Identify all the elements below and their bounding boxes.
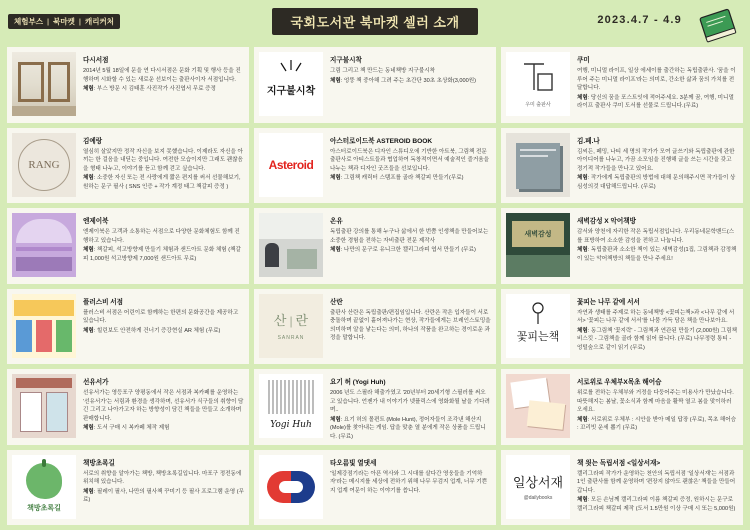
seller-name: 타오름빛 열댓세	[330, 459, 377, 467]
seller-card	[254, 289, 496, 365]
seller-name: 책 읫는 독립서점 <일상서재>	[577, 459, 661, 467]
flower-logo-text: 꽃피는책	[516, 329, 560, 343]
seller-photo-kimpena	[506, 133, 570, 197]
seller-desc: '일제강점기라는 아픈 역사와 그 시대를 살다간 영웅들을 기억하자'라는 메시지를 세상에 전하기 위해 나무 무검지 업계, 너무 기쁜지 업계 여문이 하는 이야기를 씁니다.	[330, 470, 488, 494]
seller-name: 플러스비 서점	[83, 298, 124, 306]
seller-photo-seoro	[506, 374, 570, 438]
sanran-logo-kr: 산 | 란	[273, 313, 309, 328]
seller-program: 체험: 소중한 자신 또는 전 사랑에게 짧은 편지를 써서 선물해보기, 원하는 문구 필사 ( SNS 인증 + 작가 계정 태그 책갈피 증정 )	[83, 175, 241, 190]
seller-card	[7, 208, 249, 284]
seller-photo-saebyeok	[506, 213, 570, 277]
chorok-logo-text: 책방초록길	[27, 504, 61, 512]
seller-name: 다시서점	[83, 57, 109, 64]
ilsang-handle-text: @dailybooks	[523, 495, 553, 501]
sanran-logo-en: SANRAN	[277, 335, 305, 341]
seller-desc: 선유서가는 영등포구 양평동에서 작은 서점과 복카페를 운영하는 '선유서가'는 서림과 환경을 생각하며, 선유서가 식구들의 취향이 담긴 그리고 나아가고자 하는 방향성이 담긴 책들을 만들고 소개하며 판매합니다.	[83, 390, 244, 422]
seller-card	[254, 369, 496, 445]
seller-name: 쿠미	[577, 57, 590, 64]
seller-desc: 독립출판 강의를 통해 누구나 삶에서 한 번쯤 인생책을 만들어보는 소중한 경험을 전하는 자비출판 전문 제작사	[330, 229, 489, 244]
seller-photo-plusb	[12, 294, 76, 358]
seller-photo-njbook	[12, 213, 76, 277]
seller-program: 체험: 요기 허의 몰편트 (Mole Hunt), 정어자들이 조각낸 해산지(Mole)를 찾아내는 게임. 답을 맞춘 열 분에게 작은 상품을 드립니다. (무료)	[330, 416, 486, 440]
seller-logo-sanran	[259, 294, 323, 358]
category-tags: 체험부스 | 북마켓 | 캐리커처	[8, 14, 120, 29]
seller-card	[7, 128, 249, 204]
saebyeok-sign-text: 새벽감성	[524, 231, 552, 238]
seller-desc: 2006 년도 스필라 해출가였고 '20년부터 20세기형 스필러를 써오고 있습니다. 언젠가 내 이야기가 넷플릭스에 영화화될 날을 기다려며..	[330, 390, 490, 414]
seller-desc: 엔제이북은 고객과 소통하는 서점으로 다양한 문화체험도 함께 진행하고 있습니다.	[83, 229, 240, 244]
seller-name: 엔제이북	[83, 218, 109, 225]
seller-desc: 플러스비 서점은 어린이로 함께하는 한편의 문화공간을 제공하고 있습니다.	[83, 309, 239, 325]
seller-name: 새벽감성 X 악어책방	[577, 218, 637, 225]
seller-card	[254, 47, 496, 123]
seller-logo-kumi	[506, 52, 570, 116]
seller-name: 지구불시착	[330, 57, 362, 64]
seller-program: 체험: 도서 구매 시 복카페 체작 제험	[83, 425, 170, 432]
rang-logo-text: RANG	[28, 158, 60, 171]
seller-name: 책방초록길	[83, 459, 115, 467]
seller-desc: 열심히 살았지만 정작 자신을 보지 못했습니다. 이제라도 자신을 아끼는 한 걸음을 내딛는 중입니다. 여전한 모습이지만 그래도 괜찮음을 형태 나누고, 이야기를 듣고 함께 걷고 싶습니다.	[83, 148, 243, 172]
seller-program: 체험: 서로위로 우체부 : 시안을 받아 메일 답장 (무료), 목초 해어슴 : 꼬리빗 운세 뽑기 (무료)	[577, 416, 737, 432]
asteroid-logo-text: Asteroid	[268, 157, 314, 172]
seller-program: 체험: 힐린보도 안전하게 건너기 증강현실 AR 체험 (무료)	[83, 327, 221, 334]
seller-program: 체험: 엉뚱 책 중아해 그려 주는 초간단 30초 초상화(3,000원)	[330, 77, 477, 84]
seller-program: 체험: 당신의 꿈을 포스트잇에 적어주세요. 3분께 꿈, 여행, 미니멀 라이프 출판사 쿠미 도서를 선물로 드립니다.(무료)	[577, 94, 734, 110]
seller-desc: 위로를 전하는 우체부와 거정을 다둥어주는 미용사가 만났습니다. 따뜻해지는 봄날, 꽃소식과 함께 마음을 활짝 열고 봄을 맞이하러 오세요.	[577, 390, 734, 414]
seller-desc: 아스터로이드북은 디자인 스튜디오에 기반한 아트북, 그림책 전문 출판사로 아티스트들과 협업하여 독창적이면서 예술적인 즐거움을 나누는 책과 디자인 굿즈들을 선보입니다.	[330, 148, 490, 172]
jigu-logo-text: 지구불시착	[266, 86, 316, 97]
seller-photo-onyu	[259, 213, 323, 277]
seller-desc: 여행, 미니멀 라이프, 일상 에세이를 출간하는 독립출판사. '꿈을 이루어 주는 미니멀 라이프'라는 의미로, 간소한 삶과 꿈의 가치를 전달합니다.	[577, 68, 736, 92]
event-date: 2023.4.7 - 4.9	[597, 14, 682, 26]
seller-logo-chorok	[12, 455, 76, 519]
ilsang-logo-text: 일상서재	[512, 476, 564, 491]
seller-desc: 자연과 생태를 주제로 하는 동네책방 <꽃피는책>과 <나무 같에 서서> '꽃피는 나무 같에 서서'를 나뭄 가득 담은 책을 만나보아요.	[577, 309, 735, 325]
seller-name: 서로위로 우체부X목초 해어슴	[577, 379, 662, 386]
seller-card	[7, 450, 249, 526]
seller-name: 요기 허 (Yogi Huh)	[330, 379, 386, 386]
seller-logo-yogi	[259, 374, 323, 438]
page-title: 국회도서관 북마켓 셀러 소개	[272, 8, 477, 35]
seller-name: 김예랑	[83, 137, 103, 145]
seller-logo-jigu	[259, 52, 323, 116]
seller-name: 온유	[330, 218, 343, 225]
seller-card	[501, 450, 743, 526]
seller-card	[501, 128, 743, 204]
seller-desc: 그림 그리고 책 만드는 동네책방 지구불시착	[330, 68, 436, 74]
tag-caricature: 캐리커처	[84, 17, 114, 26]
seller-logo-ilsang	[506, 455, 570, 519]
tag-booth: 체험부스	[14, 17, 43, 26]
seller-photo-dasi	[12, 52, 76, 116]
seller-program: 체험: 책갈피, 석고방향제 만들기 체험과 샌드아트 문화 체험 (책갈피 1,000원 석고방향제 7,000원 샌드아트 무료)	[83, 247, 241, 262]
seller-program: 체험: 동그림책 '꽃지락' - 그림책과 연관된 만들기 (2,000원) 그림책 비스킷 - 그림책을 골라 함께 읽어 봅니다. (무료) 나무정령 통티 - 엉털숲으로 같이 읽기 (무료)	[577, 327, 737, 351]
seller-card	[7, 47, 249, 123]
seller-desc: 김씨든, 페밍, 나티 세 명의 작가가 모여 글쓰기와 독립출판에 관한 아이디어를 나누고, 가끔 소모임을 진행해 글을 쓰는 시간을 갖고 정기적 작가들을 만나고 있어요.	[577, 148, 735, 172]
seller-name: 꽃피는 나무 같에 서서	[577, 298, 640, 306]
seller-photo-taoreum	[259, 455, 323, 519]
yogi-logo-text: Yogi Huh	[270, 420, 312, 430]
seller-program: 체험: 모든 손님께 캘리그라피 이름 책갈피 증정, 원하시는 문구로 캘리그라피 책갈피 제작 (도서 1.5만원 이상 구매 시 또는 5,000원)	[577, 497, 736, 512]
seller-name: 아스터로이드북 ASTEROID BOOK	[330, 137, 433, 145]
seller-card	[501, 289, 743, 365]
seller-name: 선유서가	[83, 379, 109, 386]
seller-logo-flower	[506, 294, 570, 358]
kumi-publisher-text: 우미 출판사	[525, 102, 551, 108]
seller-card	[7, 289, 249, 365]
seller-desc: 출판사 산란은 독립출판/편집임입니다. 산란은 작은 입자들이 서로 충돌하며 끝없이 흩어져나가는 현상, 작가들에게는 브레인스토밍을 의미하며 알을 낳는다는 의미, 하나의 작품을 완고하는 경이로운 과정을 말합니다.	[330, 309, 491, 342]
seller-program: 체험: 필레이 필사, 나만의 필사책 꾸미기 등 필사 프로그램 운영 (무료)	[83, 488, 244, 504]
seller-desc: 캘리그라피 작가가 운영하는 천안의 독립서점 '일상서재'는 서점과 1인 출판사를 함께 운영하며 '편장지 않아도 괜찮은' 책들을 만들어갑니다.	[577, 470, 736, 494]
seller-program: 체험: 나만의 문구로 유니크한 캘리그라피 엽서 만들기 (무료)	[330, 247, 476, 254]
seller-card	[501, 208, 743, 284]
seller-program: 체험: 독립출판과 소소한 책이 있는 새벽감성(1집, 그림책과 감정책이 있는 악어책방의 책들을 만나 주세요!	[577, 247, 737, 262]
seller-card	[254, 208, 496, 284]
seller-photo-seonyu	[12, 374, 76, 438]
tag-bookmarket: 북마켓	[53, 17, 75, 26]
seller-card	[501, 369, 743, 445]
seller-card	[7, 369, 249, 445]
seller-program: 체험: 부스 방문 시 김태훈 사진작가 사진엽서 무료 증정	[83, 86, 216, 93]
seller-name: 김.페.나	[577, 137, 600, 145]
seller-logo-rang	[12, 133, 76, 197]
seller-card	[254, 128, 496, 204]
seller-program: 체험: 그림책 캐릭터 스탬프를 골라 책갈피 만들기(무료)	[330, 175, 464, 182]
seller-grid	[7, 47, 743, 525]
seller-desc: 감서와 양천에 자리한 작은 독립서점입니다. 우리동네문학밴드(스를 표방하여 소소한 감성을 전하고 나눕니다.	[577, 229, 735, 244]
seller-card	[501, 47, 743, 123]
seller-desc: 서로의 취향을 알아가는 책방, 책방초록길입니다. 마포구 정전동에 위치해 있습니다.	[83, 470, 242, 486]
seller-desc: 2014년 5월 18일에 문을 연 다시서점은 문화 기획 및 행사 등을 진행하며 시화할 수 있는 새로운 선보이는 출판사이자 서점입니다.	[83, 68, 241, 83]
seller-program: 체험: 작가에게 독립출판의 방법에 대해 문의해주시면 작가들이 상심성의것 대답해드립니다. (무료)	[577, 175, 736, 190]
seller-logo-asteroid	[259, 133, 323, 197]
seller-card	[254, 450, 496, 526]
green-book-icon	[694, 4, 742, 46]
seller-name: 산란	[330, 298, 343, 306]
